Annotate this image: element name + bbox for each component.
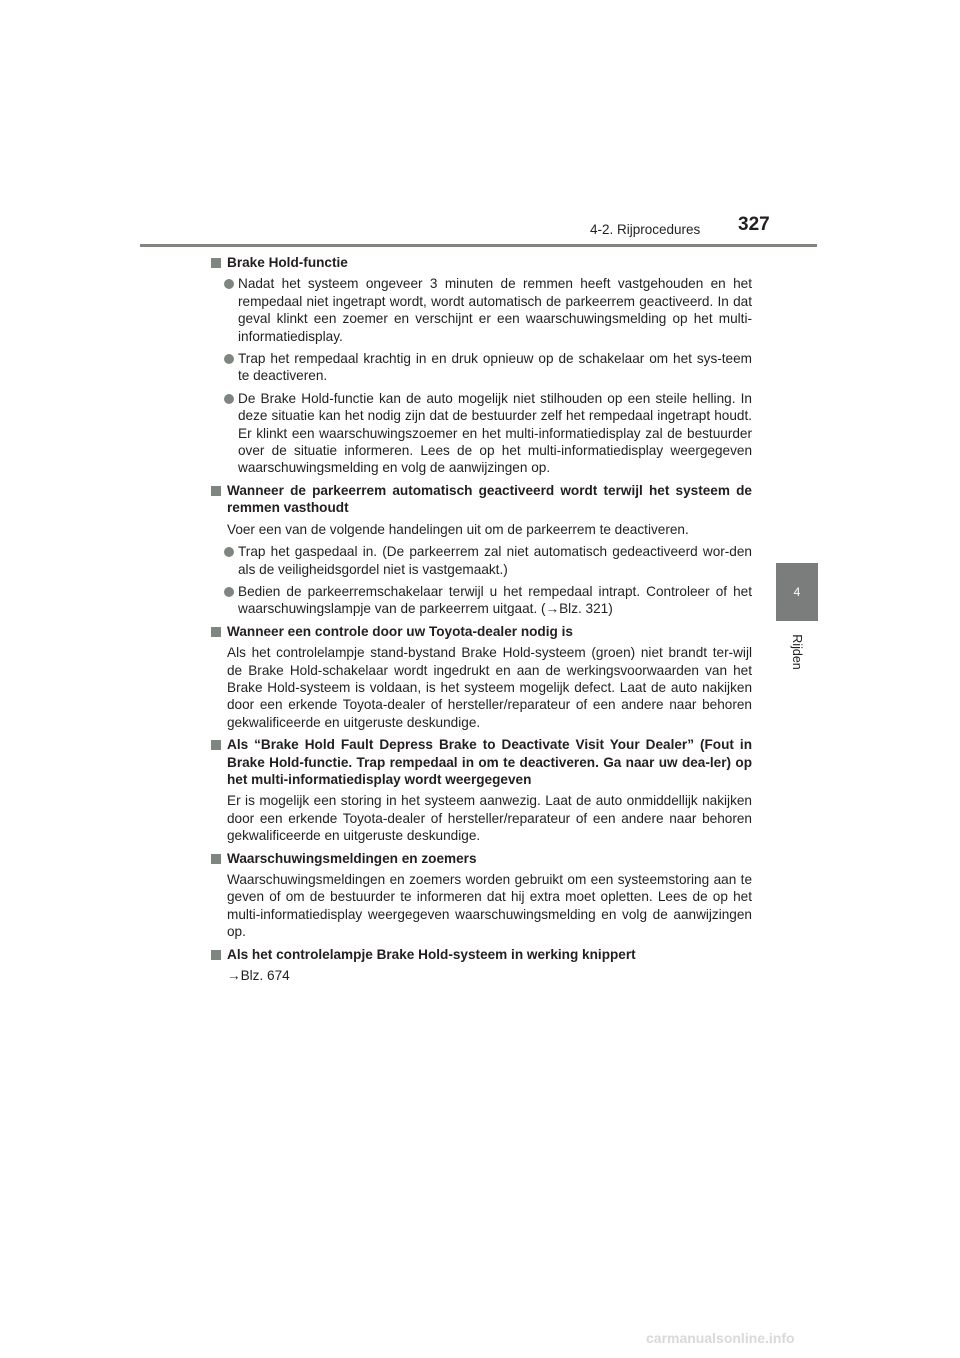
section-title bbox=[210, 736, 752, 788]
circle-bullet-icon bbox=[224, 279, 234, 289]
circle-bullet-icon bbox=[224, 394, 234, 404]
list-item-text: De Brake Hold-functie kan de auto mogelijk niet stilhouden op een steile helling. In deze situatie kan het nodig zijn dat de bestuurder zelf het rempedaal ingetrapt houdt. Er klinkt een waarschuwingszoemer en het multi-informatiedisplay zal de bestuurder over de situatie informeren. Lees de op het multi-informatiedisplay weergegeven waarschuwingsmelding en volg de aanwijzingen op. bbox=[238, 390, 752, 476]
list-item bbox=[210, 543, 752, 578]
section-title-text: Als “Brake Hold Fault Depress Brake to Deactivate Visit Your Dealer” (Fout in Brake Hold-functie. Trap rempedaal in om te deactiveren. Ga naar uw dea-ler) op het multi-informatiedisplay wordt weergegeven bbox=[227, 737, 752, 787]
section-dealer-check bbox=[210, 623, 752, 731]
page-content bbox=[210, 254, 752, 989]
list-item-text: Nadat het systeem ongeveer 3 minuten de remmen heeft vastgehouden en het rempedaal niet ingetrapt wordt, wordt automatisch de parkeerrem geactiveerd. In dat geval klinkt een zoemer en verschijnt er een waarschuwingsmelding op het multi-informatiedisplay. bbox=[238, 276, 752, 344]
section-paragraph: Als het controlelampje stand-bystand Brake Hold-systeem (groen) niet brandt ter-wijl de Brake Hold-schakelaar wordt ingedrukt en aan de werkingsvoorwaarden van het Brake Hold-systeem is voldaan, is het systeem mogelijk defect. Laat de auto nakijken door een erkende Toyota-dealer of hersteller/reparateur of een andere naar behoren gekwalificeerde en uitgeruste deskundige. bbox=[227, 645, 752, 730]
section-indicator-flashing bbox=[210, 946, 752, 985]
section-title bbox=[210, 254, 752, 271]
watermark: carmanualsonline.info bbox=[646, 1330, 795, 1346]
chapter-tab bbox=[776, 563, 818, 621]
section-title bbox=[210, 482, 752, 517]
chapter-label-box bbox=[776, 621, 818, 683]
square-bullet-icon bbox=[211, 258, 221, 268]
section-paragraph: Er is mogelijk een storing in het systeem aanwezig. Laat de auto onmiddellijk nakijken door een erkende Toyota-dealer of hersteller/reparateur of een andere naar behoren gekwalificeerde en uitgeruste deskundige. bbox=[227, 793, 752, 844]
section-title bbox=[210, 623, 752, 640]
square-bullet-icon bbox=[211, 740, 221, 750]
chapter-number: 4 bbox=[793, 585, 801, 599]
section-paragraph: Voer een van de volgende handelingen uit om de parkeerrem te deactiveren. bbox=[227, 521, 689, 537]
section-title bbox=[210, 850, 752, 867]
square-bullet-icon bbox=[211, 854, 221, 864]
circle-bullet-icon bbox=[224, 547, 234, 557]
section-title-text: Wanneer de parkeerrem automatisch geactiveerd wordt terwijl het systeem de remmen vasthoudt bbox=[227, 482, 752, 516]
list-item-text: Trap het gaspedaal in. (De parkeerrem zal niet automatisch gedeactiveerd wor-den als de veiligheidsgordel niet is vastgemaakt.) bbox=[238, 544, 752, 577]
list-item bbox=[210, 275, 752, 345]
section-title-text: Wanneer een controle door uw Toyota-dealer nodig is bbox=[227, 623, 573, 639]
list-item-text: Trap het rempedaal krachtig in en druk opnieuw op de schakelaar om het sys-teem te deactiveren. bbox=[238, 351, 752, 384]
chapter-label: Rijden bbox=[790, 634, 804, 670]
section-fault-message bbox=[210, 736, 752, 844]
list-item bbox=[210, 390, 752, 477]
page-reference-link[interactable]: →Blz. 674 bbox=[227, 968, 290, 984]
section-header: 4-2. Rijprocedures bbox=[590, 222, 701, 237]
section-brake-hold-function bbox=[210, 254, 752, 477]
circle-bullet-icon bbox=[224, 354, 234, 364]
section-title-text: Waarschuwingsmeldingen en zoemers bbox=[227, 850, 477, 866]
square-bullet-icon bbox=[211, 950, 221, 960]
list-item bbox=[210, 350, 752, 385]
section-title bbox=[210, 946, 752, 963]
section-parking-brake-auto bbox=[210, 482, 752, 618]
section-title-text: Als het controlelampje Brake Hold-systeem in werking knippert bbox=[227, 946, 636, 962]
page-number: 327 bbox=[738, 214, 770, 235]
section-paragraph: Waarschuwingsmeldingen en zoemers worden gebruikt om een systeemstoring aan te geven of om de bestuurder te informeren dat hij extra moet opletten. Lees de op het multi-informatiedisplay weergegeven waarschuwingsmelding en volg de aanwijzingen op. bbox=[227, 872, 752, 940]
list-item-text: Bedien de parkeerremschakelaar terwijl u het rempedaal intrapt. Controleer of het waarschuwingslampje van de parkeerrem uitgaat. (→Blz. 321) bbox=[238, 583, 752, 617]
header-divider bbox=[140, 244, 817, 247]
circle-bullet-icon bbox=[224, 587, 234, 597]
square-bullet-icon bbox=[211, 486, 221, 496]
square-bullet-icon bbox=[211, 627, 221, 637]
list-item bbox=[210, 583, 752, 618]
section-title-text: Brake Hold-functie bbox=[227, 255, 348, 270]
section-warnings-buzzers bbox=[210, 850, 752, 941]
